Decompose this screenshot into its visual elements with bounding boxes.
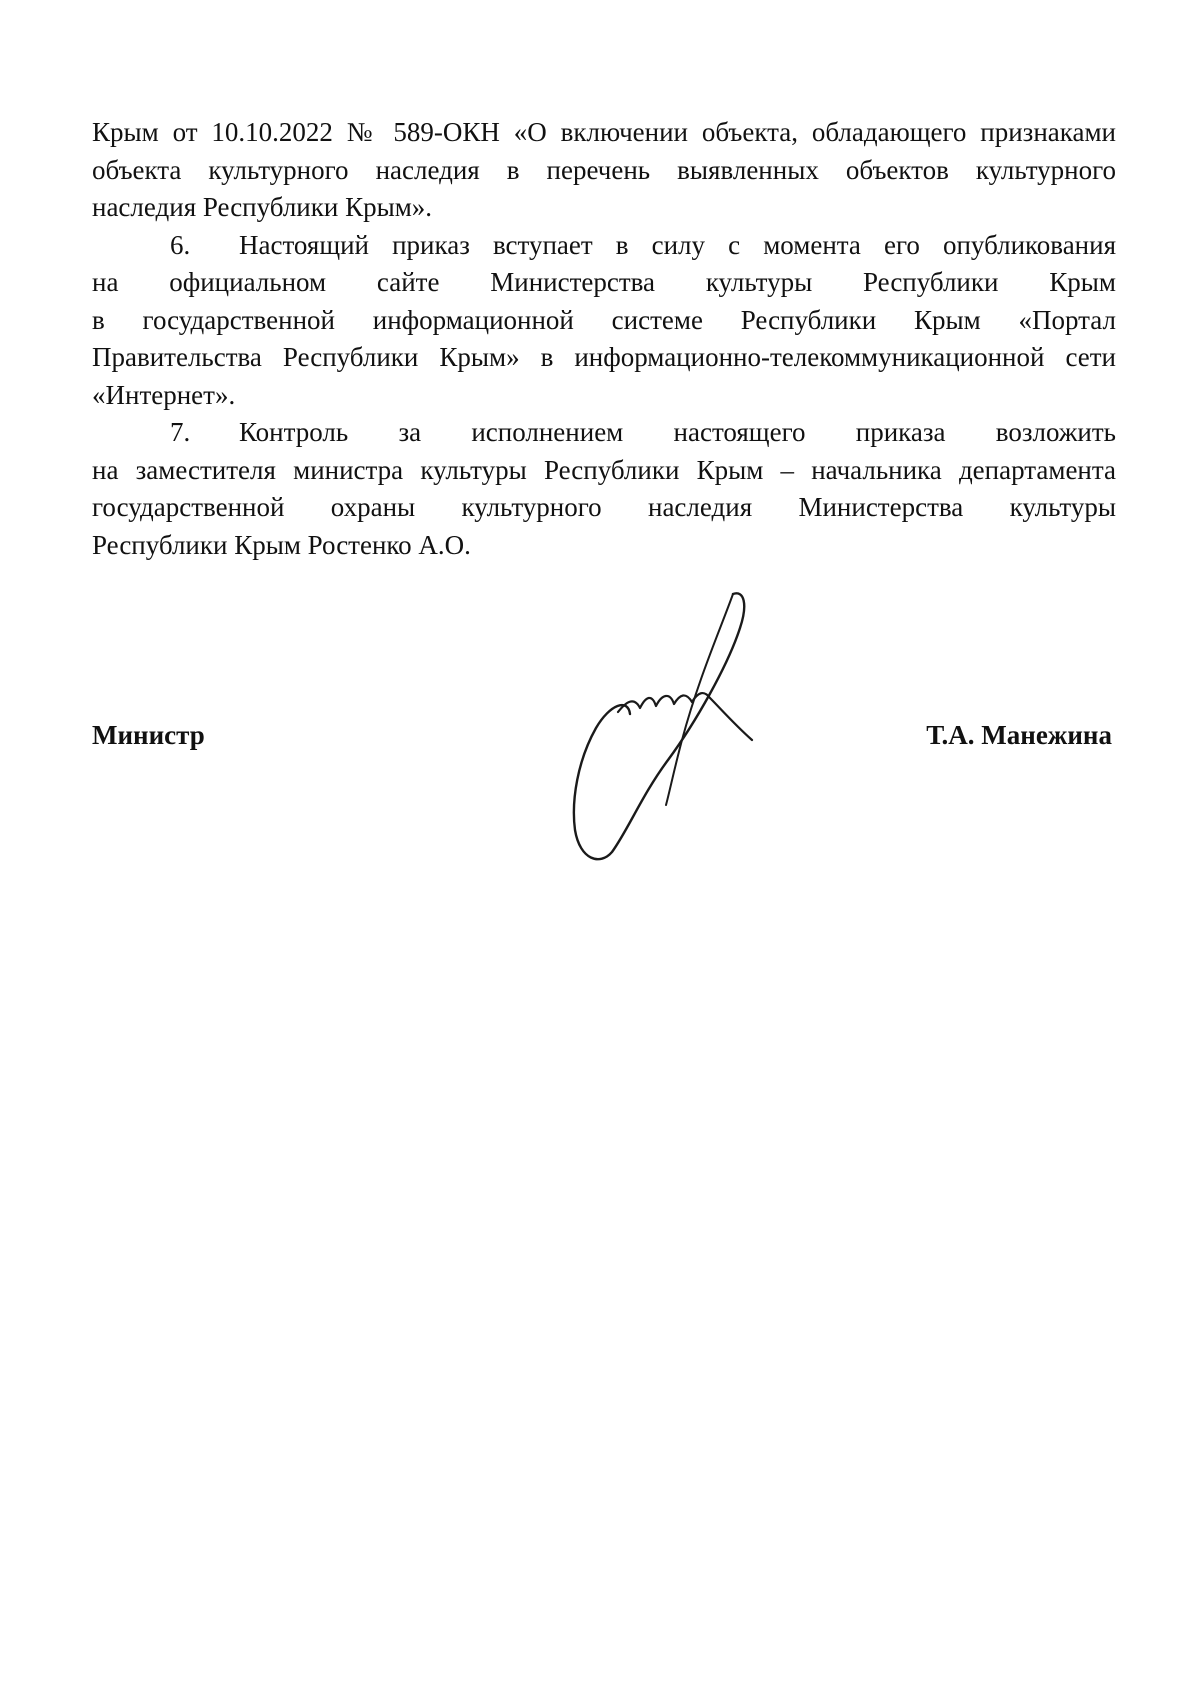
item-7-first-line: [92, 414, 1116, 452]
item-6-line: в государственной информационной системе Республики Крым «Портал: [92, 304, 1116, 335]
body-line: Крым от 10.10.2022 № 589-ОКН «О включении объекта, обладающего признаками: [92, 117, 1116, 147]
body-line: наследия Республики Крым».: [92, 192, 433, 222]
signatory-name: Т.А. Манежина: [926, 720, 1112, 750]
item-7-text: Контроль за исполнением настоящего приказа возложить: [239, 417, 1116, 447]
item-6-number: 6.: [170, 229, 191, 260]
item-6-first-line: [92, 227, 1116, 265]
item-7-line: на заместителя министра культуры Республики Крым – начальника департамента: [92, 454, 1116, 485]
signature-stroke: [618, 693, 752, 740]
item-7-line: государственной охраны культурного наследия Министерства культуры: [92, 492, 1116, 522]
item-7-number: 7.: [170, 417, 191, 447]
signatory-title: Министр: [92, 720, 205, 750]
item-6-line: Правительства Республики Крым» в информационно-телекоммуникационной сети: [92, 342, 1116, 372]
handwritten-signature: [570, 590, 780, 865]
item-6-line: на официальном сайте Министерства культуры Республики Крым: [92, 267, 1116, 297]
item-6-line: «Интернет».: [92, 379, 236, 410]
body-line: объекта культурного наследия в перечень выявленных объектов культурного: [92, 154, 1116, 185]
item-7-line: Республики Крым Ростенко А.О.: [92, 529, 471, 560]
document-body: [92, 114, 1116, 564]
item-6-text: Настоящий приказ вступает в силу с момента его опубликования: [239, 229, 1116, 260]
